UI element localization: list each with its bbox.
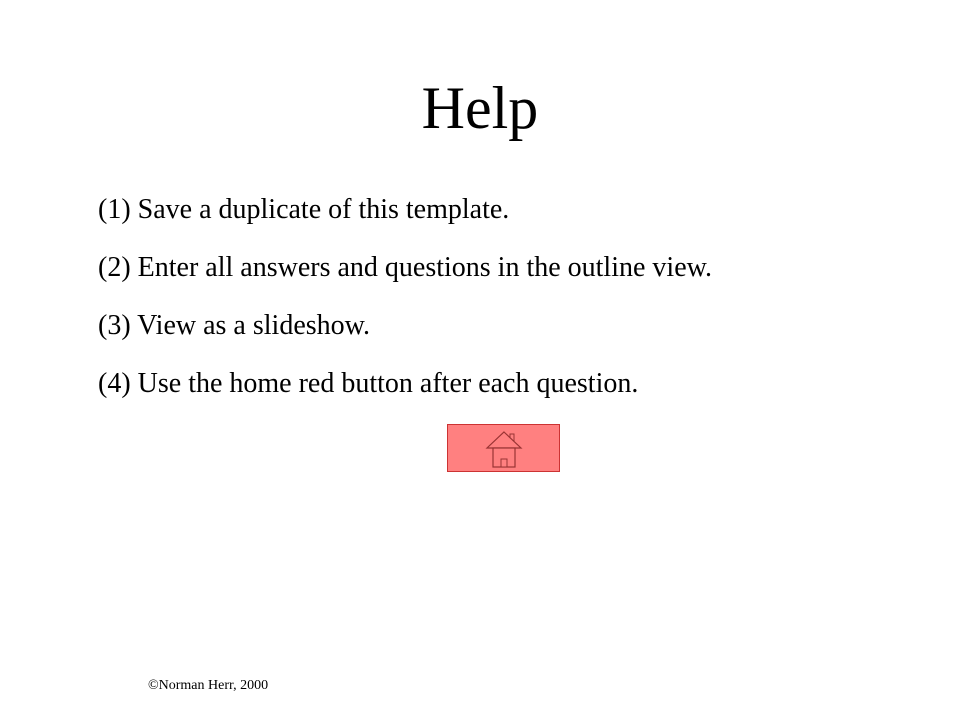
help-step: (3) View as a slideshow. [98, 310, 371, 341]
help-step: (2) Enter all answers and questions in the outline view. [98, 252, 713, 283]
home-icon [484, 429, 524, 469]
help-step: (1) Save a duplicate of this template. [98, 194, 510, 225]
copyright-footer: ©Norman Herr, 2000 [148, 678, 269, 693]
help-steps-list [98, 190, 712, 422]
help-step: (4) Use the home red button after each question. [98, 368, 639, 399]
home-button[interactable] [447, 424, 560, 472]
slide-title: Help [421, 75, 539, 141]
